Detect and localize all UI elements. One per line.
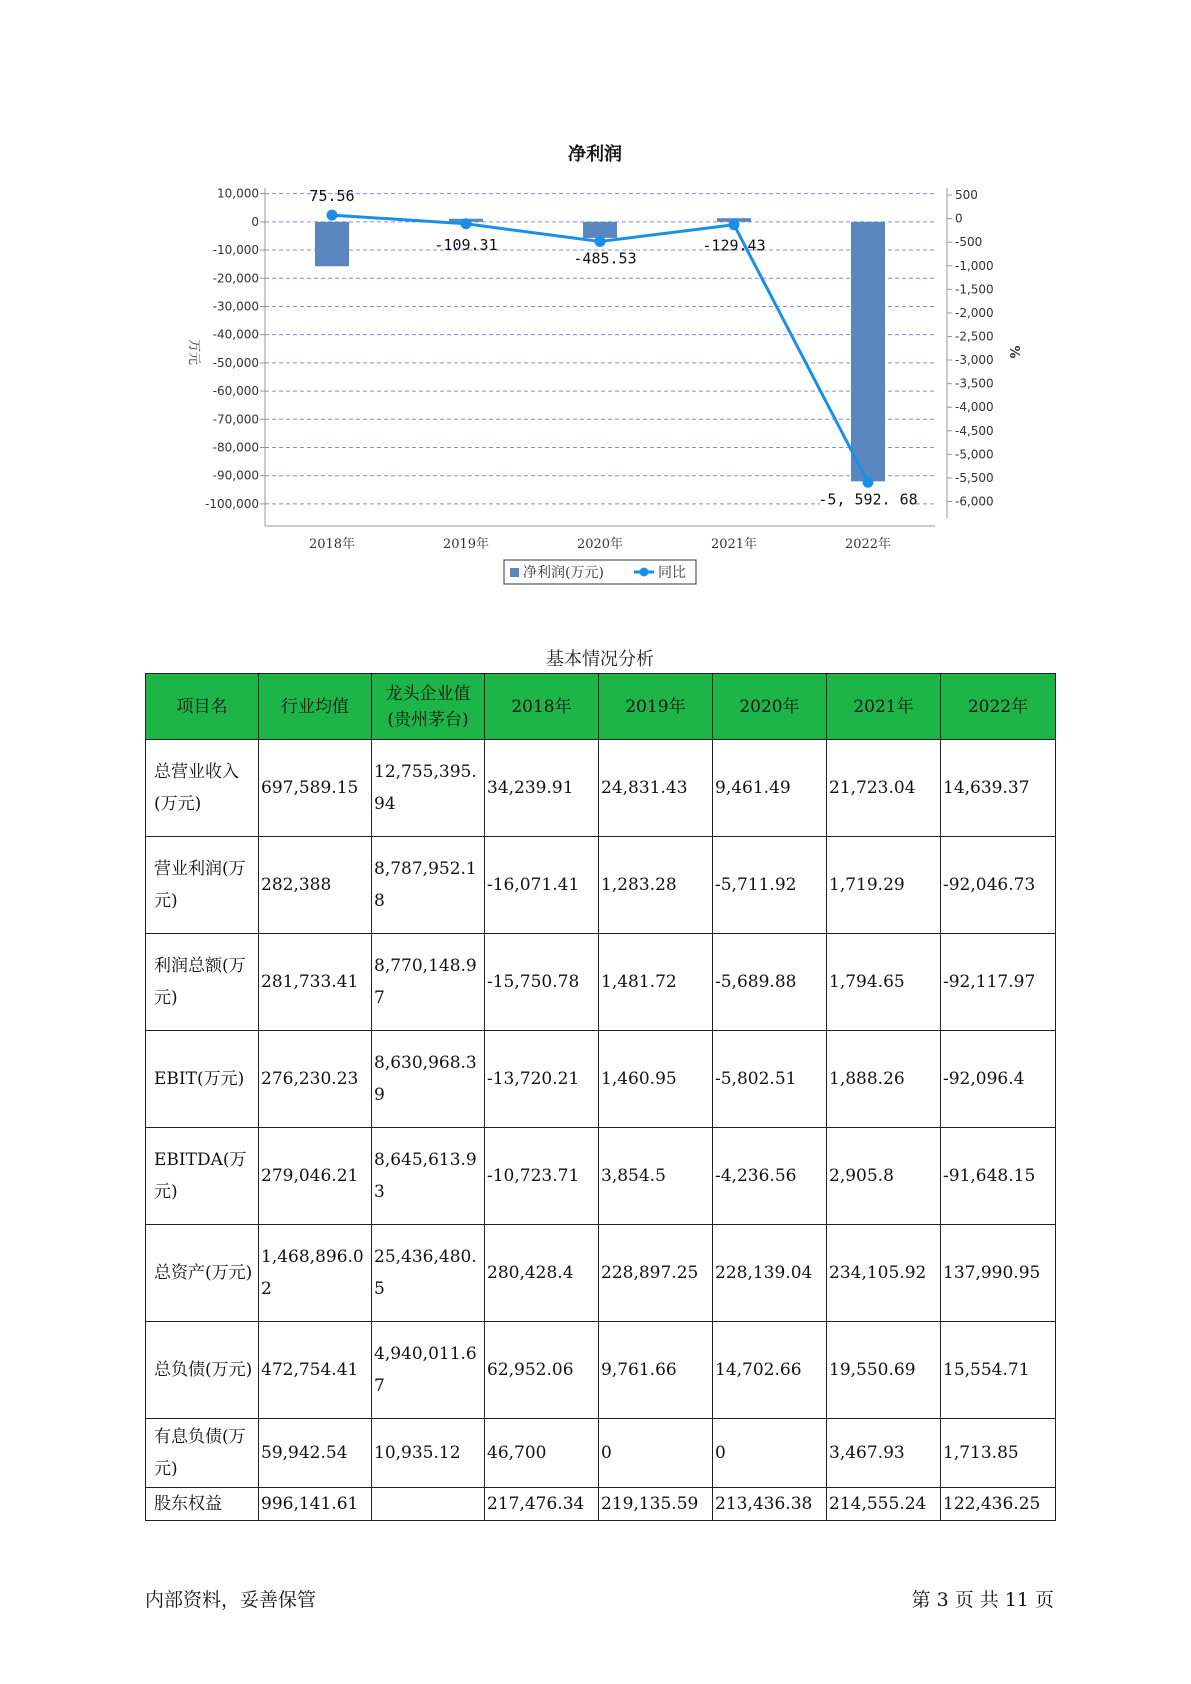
legend-line-marker [640, 568, 649, 577]
table-cell: 276,230.23 [259, 1031, 372, 1128]
header-industry-avg: 行业均值 [259, 674, 372, 740]
table-cell: -10,723.71 [485, 1128, 599, 1225]
table-cell: 14,702.66 [713, 1322, 827, 1419]
table-cell: 472,754.41 [259, 1322, 372, 1419]
yoy-point [863, 477, 874, 488]
legend-bar-swatch [510, 568, 519, 577]
right-tick-label: -3,000 [955, 353, 994, 368]
data-label: -485.53 [573, 249, 637, 268]
x-tick-label: 2019年 [442, 537, 490, 552]
table-cell: 9,761.66 [599, 1322, 713, 1419]
row-label: 营业利润(万元) [146, 837, 259, 934]
header-2019: 2019年 [599, 674, 713, 740]
table-cell: 1,460.95 [599, 1031, 713, 1128]
basic-analysis-table [145, 673, 1056, 1521]
left-tick-label: -10,000 [212, 243, 259, 258]
table-cell: 8,630,968.39 [372, 1031, 485, 1128]
x-tick-label: 2022年 [844, 537, 892, 552]
row-label: 总负债(万元) [146, 1322, 259, 1419]
chart-title: 净利润 [568, 144, 622, 165]
bar-2018年 [315, 222, 349, 266]
table-cell: 217,476.34 [485, 1488, 599, 1521]
table-cell: 8,645,613.93 [372, 1128, 485, 1225]
right-tick-label: -1,500 [955, 282, 994, 297]
header-leader-value: 龙头企业值(贵州茅台) [372, 674, 485, 740]
table-cell: -16,071.41 [485, 837, 599, 934]
header-2020: 2020年 [713, 674, 827, 740]
footer-confidential: 内部资料，妥善保管 [145, 1589, 317, 1611]
table-cell: -92,117.97 [941, 934, 1056, 1031]
right-tick-label: -4,000 [955, 400, 994, 415]
right-tick-label: -5,000 [955, 447, 994, 462]
table-cell: -4,236.56 [713, 1128, 827, 1225]
left-tick-label: 10,000 [217, 186, 259, 201]
header-2018: 2018年 [485, 674, 599, 740]
table-cell: -15,750.78 [485, 934, 599, 1031]
table-cell: 1,468,896.02 [259, 1225, 372, 1322]
table-row [146, 1128, 1056, 1225]
table-cell: 15,554.71 [941, 1322, 1056, 1419]
left-tick-label: -100,000 [205, 496, 259, 511]
table-row [146, 740, 1056, 837]
table-row [146, 934, 1056, 1031]
legend-bar-label: 净利润(万元) [523, 565, 604, 581]
left-tick-label: -80,000 [212, 440, 259, 455]
legend-line-label: 同比 [658, 565, 686, 581]
right-tick-label: 500 [955, 188, 978, 203]
table-cell: 3,854.5 [599, 1128, 713, 1225]
table-cell: -13,720.21 [485, 1031, 599, 1128]
table-cell: -92,046.73 [941, 837, 1056, 934]
table-cell: 1,794.65 [827, 934, 941, 1031]
x-tick-label: 2021年 [710, 537, 758, 552]
row-label: 总资产(万元) [146, 1225, 259, 1322]
table-cell: -91,648.15 [941, 1128, 1056, 1225]
table-cell: 996,141.61 [259, 1488, 372, 1521]
x-tick-label: 2018年 [308, 537, 356, 552]
table-cell: 59,942.54 [259, 1419, 372, 1488]
right-tick-label: 0 [955, 211, 963, 226]
left-tick-label: -30,000 [212, 299, 259, 314]
table-cell: 280,428.4 [485, 1225, 599, 1322]
table-cell: 1,719.29 [827, 837, 941, 934]
table-cell: 281,733.41 [259, 934, 372, 1031]
table-cell: 21,723.04 [827, 740, 941, 837]
right-tick-label: -2,500 [955, 329, 994, 344]
table-cell: 14,639.37 [941, 740, 1056, 837]
table-cell: 2,905.8 [827, 1128, 941, 1225]
table-cell: -5,802.51 [713, 1031, 827, 1128]
left-axis-label: 万元 [186, 338, 201, 366]
table-cell: 1,481.72 [599, 934, 713, 1031]
table-cell: 1,888.26 [827, 1031, 941, 1128]
table-row [146, 1031, 1056, 1128]
left-tick-label: 0 [251, 214, 259, 229]
table-cell: 234,105.92 [827, 1225, 941, 1322]
right-tick-label: -4,500 [955, 423, 994, 438]
left-tick-label: -70,000 [212, 412, 259, 427]
table-cell: 46,700 [485, 1419, 599, 1488]
table-cell: 228,139.04 [713, 1225, 827, 1322]
table-cell: 0 [713, 1419, 827, 1488]
table-cell: 137,990.95 [941, 1225, 1056, 1322]
table-cell: 214,555.24 [827, 1488, 941, 1521]
table-cell: 213,436.38 [713, 1488, 827, 1521]
table-header-row [146, 674, 1056, 740]
table-cell: 1,283.28 [599, 837, 713, 934]
row-label: 股东权益 [146, 1488, 259, 1521]
table-cell: 4,940,011.67 [372, 1322, 485, 1419]
table-row [146, 1488, 1056, 1521]
table-cell: -5,711.92 [713, 837, 827, 934]
left-tick-label: -50,000 [212, 355, 259, 370]
yoy-point [327, 210, 338, 221]
table-row [146, 1419, 1056, 1488]
table-cell: 282,388 [259, 837, 372, 934]
left-tick-label: -90,000 [212, 468, 259, 483]
row-label: 利润总额(万元) [146, 934, 259, 1031]
right-axis-label: % [1006, 345, 1021, 359]
table-cell: 9,461.49 [713, 740, 827, 837]
data-label: -109.31 [434, 235, 498, 254]
table-cell: -92,096.4 [941, 1031, 1056, 1128]
row-label: EBIT(万元) [146, 1031, 259, 1128]
data-label: -129.43 [702, 236, 766, 255]
table-row [146, 1225, 1056, 1322]
table-cell: 122,436.25 [941, 1488, 1056, 1521]
table-cell: 12,755,395.94 [372, 740, 485, 837]
row-label: EBITDA(万元) [146, 1128, 259, 1225]
header-2021: 2021年 [827, 674, 941, 740]
table-title: 基本情况分析 [546, 649, 654, 670]
table-cell: 697,589.15 [259, 740, 372, 837]
yoy-point [729, 219, 740, 230]
right-tick-label: -1,000 [955, 258, 994, 273]
table-cell: 24,831.43 [599, 740, 713, 837]
table-cell: 3,467.93 [827, 1419, 941, 1488]
right-tick-label: -5,500 [955, 470, 994, 485]
footer-page-number: 第 3 页 共 11 页 [911, 1589, 1054, 1611]
row-label: 有息负债(万元) [146, 1419, 259, 1488]
right-tick-label: -3,500 [955, 376, 994, 391]
table-cell: -5,689.88 [713, 934, 827, 1031]
data-label: -5, 592. 68 [818, 490, 918, 509]
table-cell [372, 1488, 485, 1521]
net-profit-chart [0, 0, 1191, 600]
left-tick-label: -40,000 [212, 327, 259, 342]
left-tick-label: -20,000 [212, 271, 259, 286]
chart-canvas [0, 0, 1191, 600]
yoy-point [461, 218, 472, 229]
header-item-name: 项目名 [146, 674, 259, 740]
right-tick-label: -6,000 [955, 494, 994, 509]
bar-2020年 [583, 222, 617, 238]
table-cell: 228,897.25 [599, 1225, 713, 1322]
row-label: 总营业收入(万元) [146, 740, 259, 837]
table-cell: 219,135.59 [599, 1488, 713, 1521]
table-cell: 8,770,148.97 [372, 934, 485, 1031]
left-tick-label: -60,000 [212, 384, 259, 399]
table-cell: 62,952.06 [485, 1322, 599, 1419]
data-label: 75.56 [309, 187, 355, 206]
bar-2022年 [851, 222, 885, 481]
table-cell: 0 [599, 1419, 713, 1488]
table-cell: 279,046.21 [259, 1128, 372, 1225]
right-tick-label: -2,000 [955, 305, 994, 320]
header-2022: 2022年 [941, 674, 1056, 740]
table-row [146, 1322, 1056, 1419]
x-tick-label: 2020年 [576, 537, 624, 552]
yoy-point [595, 236, 606, 247]
table-cell: 25,436,480.5 [372, 1225, 485, 1322]
table-cell: 19,550.69 [827, 1322, 941, 1419]
right-tick-label: -500 [955, 235, 983, 250]
table-cell: 34,239.91 [485, 740, 599, 837]
table-cell: 1,713.85 [941, 1419, 1056, 1488]
table-cell: 8,787,952.18 [372, 837, 485, 934]
table-cell: 10,935.12 [372, 1419, 485, 1488]
table-row [146, 837, 1056, 934]
